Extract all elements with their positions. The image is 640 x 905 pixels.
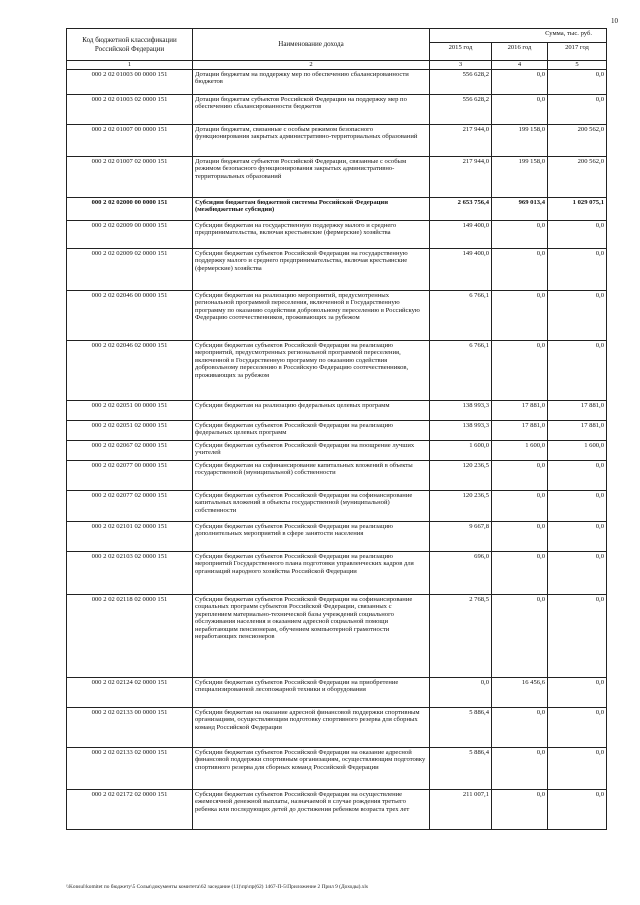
row-name: Субсидии бюджетам субъектов Российской Федерации на реализацию дополнительных мероприятий в сфере занятости населения (193, 522, 430, 552)
row-name: Субсидии бюджетам на реализацию мероприятий, предусмотренных региональной программой переселения, включенной в Государственную программу по оказанию содействия добровольному переселению в Российскую Федерацию соотечественников, проживающих за рубежом (193, 291, 430, 341)
row-value-2017: 0,0 (548, 790, 607, 830)
row-code: 000 2 02 02124 02 0000 151 (67, 678, 193, 708)
row-value-2015: 217 944,0 (430, 125, 492, 157)
row-value-2016: 0,0 (492, 748, 548, 790)
table-row (67, 595, 607, 678)
row-value-2017: 0,0 (548, 678, 607, 708)
row-value-2015: 2 653 756,4 (430, 198, 492, 221)
row-value-2017: 0,0 (548, 461, 607, 491)
row-value-2017: 0,0 (548, 491, 607, 522)
table-row (67, 421, 607, 441)
header-year-2017: 2017 год (548, 43, 607, 61)
row-name: Субсидии бюджетам субъектов Российской Федерации на софинансирование социальных программ субъектов Российской Федерации, связанных с укреплением материально-технической базы учреждений социального обслуживания населения и оказанием адресной социальной помощи неработающим пенсионерам, обучением компьютерной грамотности неработающих пенсионеров (193, 595, 430, 678)
row-name: Субсидии бюджетам субъектов Российской Федерации на оказание адресной финансовой поддержки спортивным организациям, осуществляющим подготовку спортивного резерва для сборных команд Российской Федерации (193, 748, 430, 790)
row-value-2015: 5 886,4 (430, 708, 492, 748)
row-value-2017: 200 562,0 (548, 157, 607, 198)
header-code: Код бюджетной классификации Российской Федерации (67, 29, 193, 61)
row-name: Субсидии бюджетам на софинансирование капитальных вложений в объекты государственной (муниципальной) собственности (193, 461, 430, 491)
revenue-table (66, 28, 607, 830)
row-value-2015: 556 628,2 (430, 70, 492, 95)
row-value-2016: 17 881,0 (492, 421, 548, 441)
row-name: Субсидии бюджетам субъектов Российской Федерации на реализацию мероприятий Государственного плана подготовки управленческих кадров для организаций народного хозяйства Российской Федерации (193, 552, 430, 595)
header-name: Наименование дохода (193, 29, 430, 61)
row-value-2015: 6 766,1 (430, 341, 492, 401)
row-value-2015: 149 400,0 (430, 221, 492, 249)
row-value-2015: 9 667,8 (430, 522, 492, 552)
row-name: Дотации бюджетам субъектов Российской Федерации на поддержку мер по обеспечению сбалансированности бюджетов (193, 95, 430, 125)
table-row (67, 708, 607, 748)
row-name: Дотации бюджетам субъектов Российской Федерации, связанные с особым режимом безопасного функционирования закрытых административно-территориальных образований (193, 157, 430, 198)
row-value-2017: 17 881,0 (548, 421, 607, 441)
row-value-2017: 0,0 (548, 595, 607, 678)
col-number-2: 2 (193, 61, 430, 70)
row-code: 000 2 02 02118 02 0000 151 (67, 595, 193, 678)
row-name: Субсидии бюджетам субъектов Российской Федерации на реализацию мероприятий, предусмотренных региональной программой переселения, включенной в Государственную программу по оказанию содействия добровольному переселению в Российскую Федерацию соотечественников, проживающих за рубежом (193, 341, 430, 401)
row-value-2016: 1 600,0 (492, 441, 548, 461)
row-code: 000 2 02 02077 02 0000 151 (67, 491, 193, 522)
row-value-2015: 2 768,5 (430, 595, 492, 678)
row-value-2015: 696,0 (430, 552, 492, 595)
table-row (67, 249, 607, 291)
row-value-2016: 0,0 (492, 595, 548, 678)
table-body (67, 70, 607, 830)
row-value-2017: 0,0 (548, 70, 607, 95)
col-number-5: 5 (548, 61, 607, 70)
row-value-2015: 211 007,1 (430, 790, 492, 830)
col-number-4: 4 (492, 61, 548, 70)
row-name: Субсидии бюджетам субъектов Российской Федерации на поощрение лучших учителей (193, 441, 430, 461)
row-value-2016: 0,0 (492, 491, 548, 522)
file-path-footer: \\Konsul\komitet по бюджету\5 Солья\документы комитета\62 заседание (11)\пр\пр(62) 1467-П-5\Приложение 2 Прил 9 (Доходы).xls (66, 884, 369, 890)
row-name: Субсидии бюджетам субъектов Российской Федерации на приобретение специализированной лесопожарной техники и оборудования (193, 678, 430, 708)
table-row (67, 291, 607, 341)
row-value-2017: 200 562,0 (548, 125, 607, 157)
col-number-1: 1 (67, 61, 193, 70)
row-code: 000 2 02 02101 02 0000 151 (67, 522, 193, 552)
row-value-2015: 120 236,5 (430, 461, 492, 491)
row-code: 000 2 02 02046 02 0000 151 (67, 341, 193, 401)
row-code: 000 2 02 02133 02 0000 151 (67, 748, 193, 790)
row-value-2016: 0,0 (492, 291, 548, 341)
row-name: Дотации бюджетам на поддержку мер по обеспечению сбалансированности бюджетов (193, 70, 430, 95)
row-code: 000 2 02 02000 00 0000 151 (67, 198, 193, 221)
row-value-2015: 1 600,0 (430, 441, 492, 461)
row-value-2017: 0,0 (548, 95, 607, 125)
row-code: 000 2 02 02046 00 0000 151 (67, 291, 193, 341)
row-value-2016: 0,0 (492, 790, 548, 830)
row-value-2015: 0,0 (430, 678, 492, 708)
table-row (67, 341, 607, 401)
row-value-2016: 0,0 (492, 552, 548, 595)
row-code: 000 2 02 01003 00 0000 151 (67, 70, 193, 95)
table-row (67, 461, 607, 491)
row-value-2015: 5 886,4 (430, 748, 492, 790)
row-value-2017: 17 881,0 (548, 401, 607, 421)
page-number: 10 (611, 17, 618, 25)
table-row (67, 221, 607, 249)
row-value-2017: 0,0 (548, 249, 607, 291)
row-code: 000 2 02 02009 00 0000 151 (67, 221, 193, 249)
row-value-2016: 0,0 (492, 708, 548, 748)
row-value-2017: 0,0 (548, 708, 607, 748)
row-value-2015: 138 993,3 (430, 421, 492, 441)
row-value-2017: 0,0 (548, 748, 607, 790)
table-row (67, 678, 607, 708)
row-code: 000 2 02 02103 02 0000 151 (67, 552, 193, 595)
row-value-2016: 16 456,6 (492, 678, 548, 708)
row-name: Дотации бюджетам, связанные с особым режимом безопасного функционирования закрытых административно-территориальных образований (193, 125, 430, 157)
table-row (67, 522, 607, 552)
row-name: Субсидии бюджетам субъектов Российской Федерации на осуществление ежемесячной денежной выплаты, назначаемой в случае рождения третьего ребенка или последующих детей до достижения ребенком возраста трех лет (193, 790, 430, 830)
row-value-2015: 149 400,0 (430, 249, 492, 291)
row-value-2017: 0,0 (548, 221, 607, 249)
table-row (67, 125, 607, 157)
table-row (67, 198, 607, 221)
header-sum: Сумма, тыс. руб. (430, 29, 607, 43)
row-code: 000 2 02 02133 00 0000 151 (67, 708, 193, 748)
row-value-2017: 0,0 (548, 341, 607, 401)
row-value-2016: 0,0 (492, 95, 548, 125)
row-code: 000 2 02 02051 00 0000 151 (67, 401, 193, 421)
row-code: 000 2 02 02077 00 0000 151 (67, 461, 193, 491)
row-code: 000 2 02 01007 02 0000 151 (67, 157, 193, 198)
row-value-2016: 0,0 (492, 461, 548, 491)
row-code: 000 2 02 02051 02 0000 151 (67, 421, 193, 441)
row-value-2015: 6 766,1 (430, 291, 492, 341)
row-value-2017: 1 600,0 (548, 441, 607, 461)
row-name: Субсидии бюджетам на государственную поддержку малого и среднего предпринимательства, включая крестьянские (фермерские) хозяйства (193, 221, 430, 249)
row-value-2016: 0,0 (492, 70, 548, 95)
row-value-2017: 1 029 075,1 (548, 198, 607, 221)
table-row (67, 441, 607, 461)
row-name: Субсидии бюджетам бюджетной системы Российской Федерации (межбюджетные субсидии) (193, 198, 430, 221)
row-value-2016: 0,0 (492, 341, 548, 401)
row-value-2016: 969 013,4 (492, 198, 548, 221)
row-name: Субсидии бюджетам на оказание адресной финансовой поддержки спортивным организациям, осуществляющим подготовку спортивного резерва для сборных команд Российской Федерации (193, 708, 430, 748)
table-row (67, 748, 607, 790)
row-value-2016: 17 881,0 (492, 401, 548, 421)
row-value-2017: 0,0 (548, 522, 607, 552)
row-value-2016: 0,0 (492, 221, 548, 249)
row-value-2017: 0,0 (548, 291, 607, 341)
row-code: 000 2 02 01007 00 0000 151 (67, 125, 193, 157)
row-name: Субсидии бюджетам на реализацию федеральных целевых программ (193, 401, 430, 421)
header-year-2015: 2015 год (430, 43, 492, 61)
row-value-2015: 138 993,3 (430, 401, 492, 421)
row-name: Субсидии бюджетам субъектов Российской Федерации на государственную поддержку малого и среднего предпринимательства, включая крестьянские (фермерские) хозяйства (193, 249, 430, 291)
table-row (67, 491, 607, 522)
table-row (67, 157, 607, 198)
row-code: 000 2 02 02009 02 0000 151 (67, 249, 193, 291)
row-value-2016: 0,0 (492, 249, 548, 291)
header-year-2016: 2016 год (492, 43, 548, 61)
row-value-2016: 0,0 (492, 522, 548, 552)
table-row (67, 790, 607, 830)
row-value-2015: 556 628,2 (430, 95, 492, 125)
table-row (67, 552, 607, 595)
table-row (67, 401, 607, 421)
row-code: 000 2 02 01003 02 0000 151 (67, 95, 193, 125)
table-row (67, 95, 607, 125)
row-code: 000 2 02 02172 02 0000 151 (67, 790, 193, 830)
col-number-3: 3 (430, 61, 492, 70)
table-header (67, 29, 607, 70)
row-value-2015: 120 236,5 (430, 491, 492, 522)
row-name: Субсидии бюджетам субъектов Российской Федерации на реализацию федеральных целевых программ (193, 421, 430, 441)
row-value-2016: 199 158,0 (492, 157, 548, 198)
row-value-2016: 199 158,0 (492, 125, 548, 157)
row-value-2017: 0,0 (548, 552, 607, 595)
row-name: Субсидии бюджетам субъектов Российской Федерации на софинансирование капитальных вложений в объекты государственной (муниципальной) собственности (193, 491, 430, 522)
table-row (67, 70, 607, 95)
row-value-2015: 217 944,0 (430, 157, 492, 198)
row-code: 000 2 02 02067 02 0000 151 (67, 441, 193, 461)
